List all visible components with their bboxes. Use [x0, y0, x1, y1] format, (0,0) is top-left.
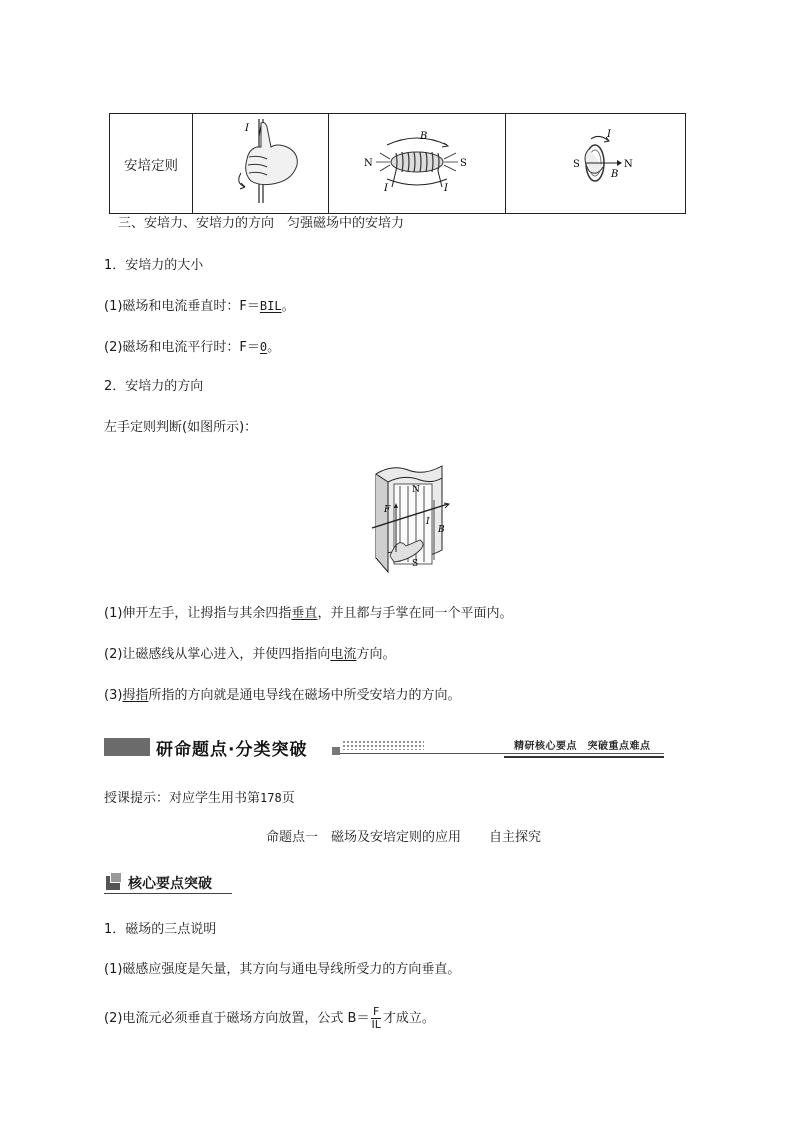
banner-title: 研命题点·分类突破: [156, 740, 308, 760]
point-2-suffix: 才成立。: [382, 1011, 435, 1026]
banner-square: [332, 747, 340, 755]
subheading-underline: [104, 893, 232, 894]
perpendicular-prefix: (1)磁场和电流垂直时：F＝: [104, 299, 260, 314]
subheading-text: 核心要点突破: [128, 876, 212, 892]
point-2: [104, 1004, 435, 1034]
solenoid-s-label: S: [460, 157, 467, 169]
perpendicular-value: BIL: [259, 299, 282, 313]
loop-n-label: N: [623, 158, 633, 170]
loop-i-label: I: [606, 128, 611, 140]
magnetic-field-title-text: 1．磁场的三点说明: [104, 922, 217, 937]
rule-step-1-value: 垂直: [291, 606, 318, 621]
banner-dots: [342, 740, 424, 750]
perpendicular-suffix: 。: [281, 299, 295, 314]
loop-b-label: B: [610, 168, 618, 180]
point-1: [104, 961, 460, 979]
parallel-prefix: (2)磁场和电流平行时：F＝: [104, 340, 260, 355]
force-direction-title: [104, 378, 203, 396]
rule-step-1: [104, 605, 512, 623]
rule-step-2: [104, 646, 395, 664]
current-loop-figure: [511, 127, 681, 197]
teaching-hint: [104, 789, 295, 808]
rule-step-1-prefix: (1)伸开左手，让拇指与其余四指: [104, 606, 292, 621]
solenoid-figure: [332, 127, 502, 197]
section-three-heading-text: 三、安培力、安培力的方向 匀强磁场中的安培力: [118, 216, 405, 231]
figure-b-label: B: [438, 525, 445, 535]
figure-i-label: I: [426, 517, 430, 527]
straight-wire-figure-cell: [193, 114, 329, 214]
force-direction-title-text: 2．安培力的方向: [104, 379, 204, 394]
solenoid-n-label: N: [364, 157, 373, 169]
table-label: 安培定则: [124, 157, 178, 174]
solenoid-i1-label: I: [384, 182, 388, 194]
solenoid-b-label: B: [420, 130, 428, 142]
rule-step-3: [104, 687, 460, 705]
solenoid-i2-label: I: [444, 182, 448, 194]
hint-prefix: 授课提示：对应学生用书第: [104, 791, 261, 806]
banner-rule: [340, 753, 664, 754]
force-magnitude-title-text: 1．安培力的大小: [104, 258, 204, 273]
topic-title: [266, 829, 541, 847]
perpendicular-formula: [104, 297, 295, 316]
core-points-subheading: [104, 872, 232, 894]
topic-mode: 自主探究: [489, 830, 542, 845]
rule-step-1-suffix: ，并且都与手掌在同一个平面内。: [317, 606, 513, 621]
parallel-formula: [104, 338, 280, 357]
rule-step-2-suffix: 方向。: [356, 647, 396, 662]
magnetic-field-title: [104, 921, 216, 939]
loop-s-label: S: [572, 158, 580, 170]
hint-suffix: 页: [281, 791, 295, 806]
force-magnitude-title: [104, 257, 203, 275]
rule-step-3-value: 拇指: [122, 688, 149, 703]
rule-step-3-suffix: 所指的方向就是通电导线在磁场中所受安培力的方向。: [148, 688, 461, 703]
figure-f-label: F: [384, 505, 391, 515]
fraction-denominator: IL: [371, 1018, 381, 1031]
loop-figure-cell: [506, 114, 686, 214]
table-label-cell: [110, 114, 193, 214]
section-three-heading: [118, 215, 404, 233]
section-banner: [104, 734, 664, 760]
formula-fraction: [371, 1006, 380, 1031]
banner-block: [104, 738, 150, 756]
straight-wire-hand-figure: [201, 117, 321, 207]
solenoid-figure-cell: [329, 114, 506, 214]
ampere-rule-table: [109, 113, 686, 214]
left-hand-intro: [104, 419, 257, 437]
topic-title-text: 命题点一 磁场及安培定则的应用: [266, 830, 462, 845]
left-hand-rule-figure: [368, 460, 450, 578]
figure-n-label: N: [412, 485, 420, 495]
point-2-prefix: (2)电流元必须垂直于磁场方向放置，公式 B＝: [104, 1011, 370, 1026]
left-hand-intro-text: 左手定则判断(如图所示)：: [104, 420, 258, 435]
point-1-text: (1)磁感应强度是矢量，其方向与通电导线所受力的方向垂直。: [104, 962, 461, 977]
banner-right-text: 精研核心要点 突破重点难点: [514, 741, 651, 752]
rule-step-3-prefix: (3): [104, 688, 123, 703]
rule-step-2-value: 电流: [330, 647, 357, 662]
fraction-numerator: F: [372, 1005, 380, 1018]
figure-s-label: S: [412, 559, 419, 569]
hint-page-number: 178: [260, 791, 282, 805]
parallel-suffix: 。: [267, 340, 281, 355]
banner-rule-bold: [504, 756, 664, 758]
subheading-icon-overlay: [110, 872, 122, 883]
rule-step-2-prefix: (2)让磁感线从掌心进入，并使四指指向: [104, 647, 331, 662]
parallel-value: 0: [259, 340, 268, 354]
current-label: I: [244, 122, 249, 134]
